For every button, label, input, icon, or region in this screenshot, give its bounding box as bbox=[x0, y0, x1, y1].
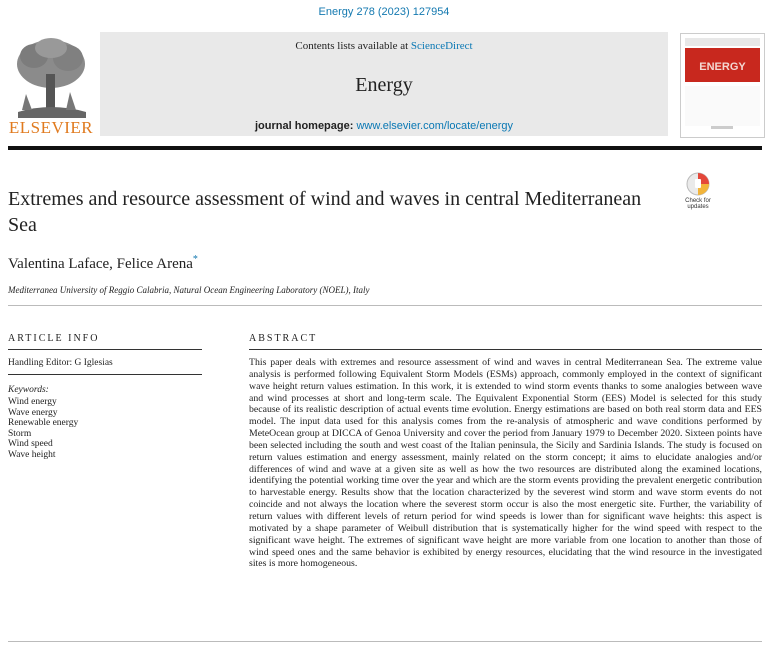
homepage-label: journal homepage: bbox=[255, 120, 357, 132]
keyword-item: Wave energy bbox=[8, 407, 58, 418]
title-divider bbox=[8, 305, 762, 306]
handling-editor: Handling Editor: G Iglesias bbox=[8, 358, 113, 368]
author-list bbox=[8, 254, 198, 273]
abstract-divider bbox=[249, 349, 762, 350]
abstract-bottom-divider bbox=[8, 641, 762, 642]
elsevier-wordmark: ELSEVIER bbox=[8, 118, 94, 137]
journal-citation[interactable]: Energy 278 (2023) 127954 bbox=[318, 6, 450, 18]
journal-homepage-line bbox=[100, 120, 668, 132]
journal-title[interactable]: Energy bbox=[355, 74, 413, 96]
keyword-item: Renewable energy bbox=[8, 418, 79, 429]
keyword-item: Wind energy bbox=[8, 397, 57, 407]
keyword-item: Wave height bbox=[8, 449, 56, 460]
article-info-heading: ARTICLE INFO bbox=[8, 333, 100, 344]
abstract-heading: ABSTRACT bbox=[249, 333, 318, 344]
header-divider bbox=[8, 146, 762, 150]
check-for-updates-label bbox=[682, 198, 714, 210]
crossmark-label-line1: Check for bbox=[685, 198, 711, 204]
abstract-body: This paper deals with extremes and resource assessment of wind and waves in central Mediterranean Sea. The extreme value analysis is performed following Equivalent Storm Models (ESMs) approach, commonly employed in the context of significant wave height return values estimation. In this work, it is extended to wind storm events thanks to some analogies between wave and wind processes at short and long-term scale. The Equivalent Exponential Storm (EES) Model is selected for this study because of its realistic description of actual events time evolution. Energy estimations are based on both real storm data and EES model. The input data used for this analysis comes from the re-analysis of atmospheric and wave conditions performed by MeteOcean group at DICCA of Genoa University and cover the period from January 1979 to December 2020. Sixteen points have been selected including the south and west coast of the Italian peninsula, the Sicily and Sardinia Islands. The study is focused on return values estimation and energy assessment, mainly related on the storm concept; it aims to elucidate analogies and/or differences of wind and wave at a given site as well as how the two resources are distributed along the examined locations, identifying the potential working time over the year and which are the storm events providing the prevalent energetic contribution to harvestable energy. Results show that the location characterized by the severest wind storm and wave storm events do not coincide and not always the location where the severest storm occur is also the most energetic site. Further, the variability of return values with different levels of return period for wind speeds is lower than for significant wave heights: this aspect is motivated by a shape parameter of Weibull distribution that is systematically higher for the wind speed with respect to the significant wave height. The extremes of significant wave height are more variable from one location to another than those of wind speed ones and the same behavior is exhibited by energy resources, elucidating that the wind resource in the investigated sites is more homogeneous. bbox=[249, 357, 762, 570]
keywords-label: Keywords: bbox=[8, 385, 49, 395]
keywords-list bbox=[8, 397, 78, 461]
keyword-item: Wind speed bbox=[8, 439, 53, 450]
handling-editor-divider bbox=[8, 374, 202, 375]
cover-title-text: ENERGY bbox=[699, 61, 746, 73]
article-info-divider bbox=[8, 349, 202, 350]
corresponding-author-mark[interactable]: * bbox=[192, 254, 198, 265]
keyword-item: Storm bbox=[8, 428, 32, 439]
journal-homepage-link[interactable]: www.elsevier.com/locate/energy bbox=[356, 120, 513, 132]
article-title: Extremes and resource assessment of wind and waves in central Mediterranean Sea bbox=[8, 188, 642, 236]
author-names[interactable]: Valentina Laface, Felice Arena bbox=[8, 256, 193, 272]
sciencedirect-link[interactable]: ScienceDirect bbox=[410, 40, 473, 52]
contents-availability-line bbox=[100, 40, 668, 52]
journal-cover-thumbnail[interactable] bbox=[680, 33, 765, 138]
contents-prefix: Contents lists available at bbox=[295, 40, 411, 52]
crossmark-label-line2: updates bbox=[687, 204, 709, 210]
author-affiliation: Mediterranea University of Reggio Calabria, Natural Ocean Engineering Laboratory (NOEL), Italy bbox=[8, 285, 370, 295]
